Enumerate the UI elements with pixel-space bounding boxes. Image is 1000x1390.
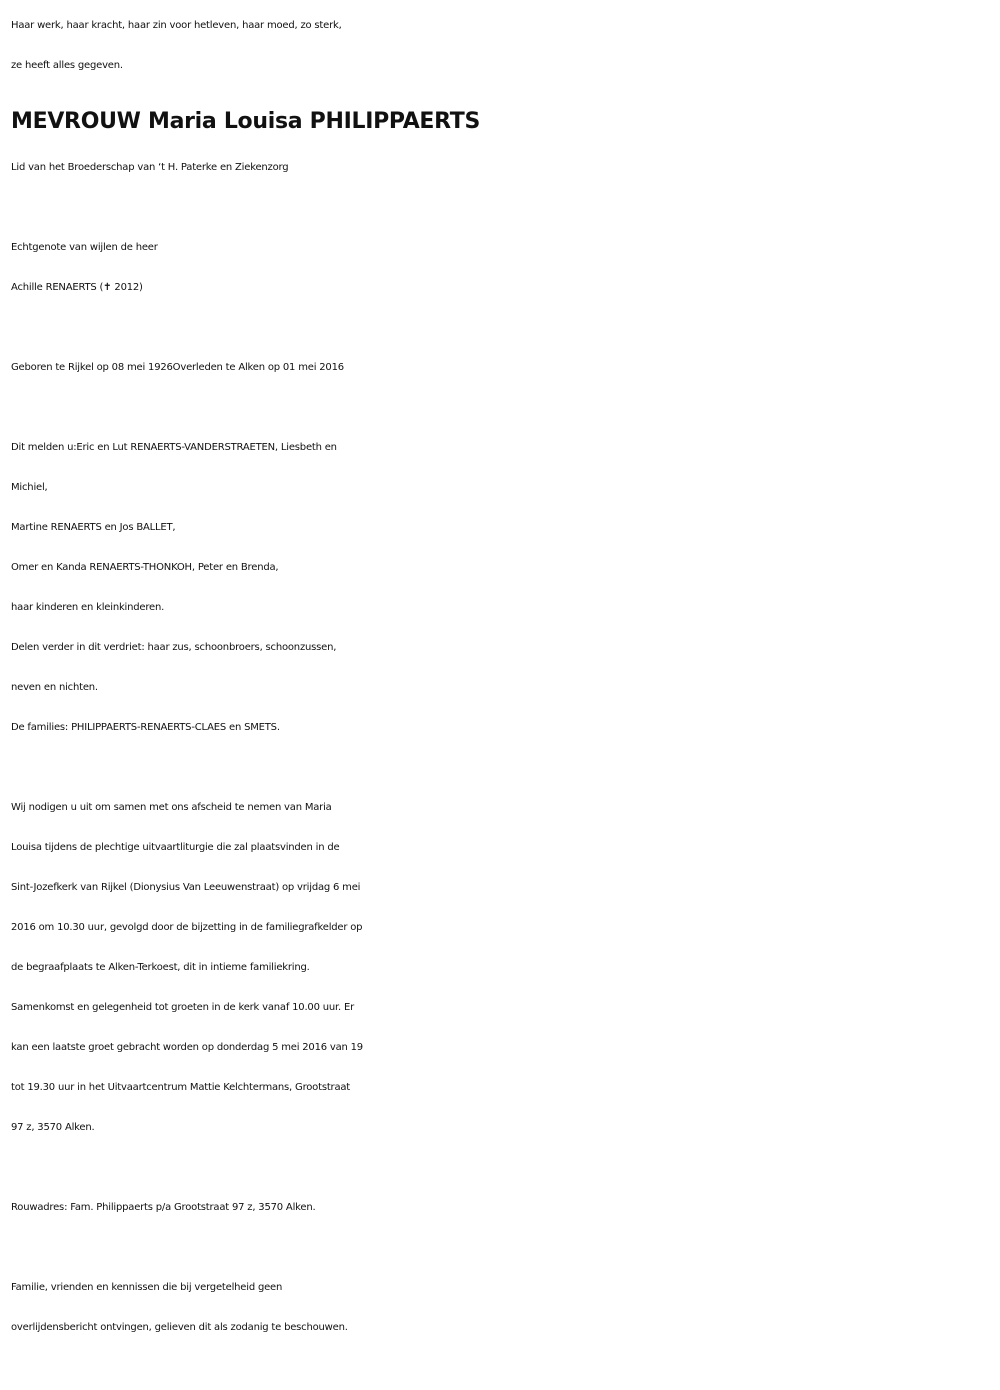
announcement-line: Dit melden u:Eric en Lut RENAERTS-VANDERSTRAETEN, Liesbeth en <box>11 442 337 453</box>
funeral-line: Sint-Jozefkerk van Rijkel (Dionysius Van Leeuwenstraat) op vrijdag 6 mei <box>11 882 361 893</box>
announcement-line: neven en nichten. <box>11 682 98 693</box>
membership-text: Lid van het Broederschap van ‘t H. Paterke en Ziekenzorg <box>11 162 289 173</box>
funeral-line: 97 z, 3570 Alken. <box>11 1122 95 1133</box>
funeral-line: Samenkomst en gelegenheid tot groeten in de kerk vanaf 10.00 uur. Er <box>11 1002 354 1013</box>
spouse-name: Achille RENAERTS ( <box>11 282 104 293</box>
announcement-line: haar kinderen en kleinkinderen. <box>11 602 165 613</box>
spouse-line-1: Echtgenote van wijlen de heer <box>11 242 158 253</box>
funeral-line: Louisa tijdens de plechtige uitvaartliturgie die zal plaatsvinden in de <box>11 842 340 853</box>
funeral-line: tot 19.30 uur in het Uitvaartcentrum Mattie Kelchtermans, Grootstraat <box>11 1082 351 1093</box>
funeral-line: de begraafplaats te Alken-Terkoest, dit in intieme familiekring. <box>11 962 310 973</box>
mourning-address: Rouwadres: Fam. Philippaerts p/a Grootstraat 97 z, 3570 Alken. <box>11 1202 316 1213</box>
announcement-line: Michiel, <box>11 482 48 493</box>
motto-line-2: ze heeft alles gegeven. <box>11 60 123 71</box>
spacer <box>11 748 988 788</box>
announcement-line: Martine RENAERTS en Jos BALLET, <box>11 522 176 533</box>
spacer <box>11 308 988 348</box>
funeral-line: 2016 om 10.30 uur, gevolgd door de bijzetting in de familiegrafkelder op <box>11 922 363 933</box>
announcement-line: Delen verder in dit verdriet: haar zus, schoonbroers, schoonzussen, <box>11 642 337 653</box>
life-dates: Geboren te Rijkel op 08 mei 1926Overleden te Alken op 01 mei 2016 <box>11 362 344 373</box>
closing-line-1: Familie, vrienden en kennissen die bij vergetelheid geen <box>11 1282 283 1293</box>
announcement-line: De families: PHILIPPAERTS-RENAERTS-CLAES en SMETS. <box>11 722 280 733</box>
spacer <box>11 1148 988 1188</box>
spouse-line-2 <box>11 268 988 308</box>
deceased-name: MEVROUW Maria Louisa PHILIPPAERTS <box>11 109 481 134</box>
cross-icon: ✝ <box>103 282 112 293</box>
funeral-line: Wij nodigen u uit om samen met ons afscheid te nemen van Maria <box>11 802 332 813</box>
spacer <box>11 1228 988 1268</box>
funeral-line: kan een laatste groet gebracht worden op donderdag 5 mei 2016 van 19 <box>11 1042 363 1053</box>
spacer <box>11 388 988 428</box>
spacer <box>11 188 988 228</box>
announcement-line: Omer en Kanda RENAERTS-THONKOH, Peter en Brenda, <box>11 562 279 573</box>
closing-line-2: overlijdensbericht ontvingen, gelieven dit als zodanig te beschouwen. <box>11 1322 348 1333</box>
spouse-death-year: 2012) <box>111 282 143 293</box>
motto-line-1: Haar werk, haar kracht, haar zin voor hetleven, haar moed, zo sterk, <box>11 20 342 31</box>
